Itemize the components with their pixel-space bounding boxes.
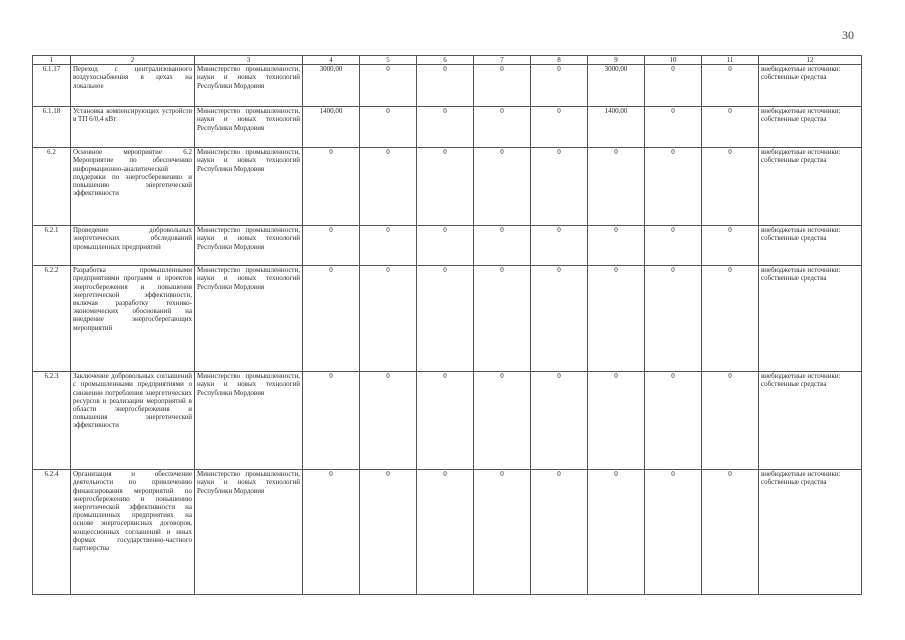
funding-value: 0: [417, 65, 474, 107]
column-number: 10: [645, 56, 702, 65]
activity-executor: Министерство промышленности, науки и новых технологий Республики Мордовия: [195, 65, 303, 107]
funding-value: 0: [360, 266, 417, 372]
funding-value: 0: [588, 266, 645, 372]
funding-value: 0: [303, 372, 360, 470]
activity-name: Переход с централизованного воздухоснабжения в цехах на локальное: [71, 65, 195, 107]
table-row: [33, 65, 862, 107]
activity-number: 6.2.1: [33, 226, 71, 266]
funding-value: 0: [645, 470, 702, 595]
funding-value: 0: [588, 470, 645, 595]
funding-source: внебюджетные источники: собственные средства: [759, 266, 862, 372]
activity-number: 6.1.17: [33, 65, 71, 107]
activity-executor: Министерство промышленности, науки и новых технологий Республики Мордовия: [195, 148, 303, 226]
funding-value: 3000,00: [588, 65, 645, 107]
funding-value: 0: [702, 65, 759, 107]
activity-executor: Министерство промышленности, науки и новых технологий Республики Мордовия: [195, 226, 303, 266]
funding-value: 0: [531, 226, 588, 266]
funding-value: 0: [474, 226, 531, 266]
table-row: [33, 148, 862, 226]
column-number: 5: [360, 56, 417, 65]
funding-value: 0: [645, 266, 702, 372]
funding-value: 0: [702, 470, 759, 595]
column-number: 6: [417, 56, 474, 65]
funding-value: 0: [588, 226, 645, 266]
funding-value: 0: [417, 107, 474, 148]
funding-value: 0: [531, 372, 588, 470]
column-number: 9: [588, 56, 645, 65]
funding-value: 0: [702, 372, 759, 470]
funding-value: 0: [645, 372, 702, 470]
funding-value: 0: [645, 148, 702, 226]
activity-number: 6.2: [33, 148, 71, 226]
funding-value: 0: [474, 266, 531, 372]
funding-value: 0: [588, 372, 645, 470]
funding-value: 0: [531, 266, 588, 372]
column-number: 4: [303, 56, 360, 65]
funding-value: 0: [474, 372, 531, 470]
funding-value: 0: [360, 148, 417, 226]
funding-value: 0: [303, 148, 360, 226]
funding-source: внебюджетные источники: собственные средства: [759, 470, 862, 595]
activity-name: Основное мероприятие 6.2 Мероприятие по обеспечению информационно-аналитической поддержки по энергосбережению и повышению энергетической эффективности: [71, 148, 195, 226]
activity-name: Разработка промышленными предприятиями программ и проектов энергосбережения и повышения энергетической эффективности, включая разработку технико-экономических обоснований на внедрение энергосберегающих мероприятий: [71, 266, 195, 372]
funding-value: 0: [360, 470, 417, 595]
funding-value: 0: [417, 266, 474, 372]
table-row: [33, 266, 862, 372]
activity-name: Установка компенсирующих устройств в ТП 6/0,4 кВт: [71, 107, 195, 148]
funding-value: 0: [531, 148, 588, 226]
funding-value: 0: [702, 266, 759, 372]
funding-source: внебюджетные источники: собственные средства: [759, 107, 862, 148]
funding-value: 0: [303, 226, 360, 266]
column-number: 1: [33, 56, 71, 65]
activity-number: 6.2.3: [33, 372, 71, 470]
activity-executor: Министерство промышленности, науки и новых технологий Республики Мордовия: [195, 107, 303, 148]
table-row: [33, 107, 862, 148]
funding-value: 1400,00: [588, 107, 645, 148]
funding-value: 0: [645, 65, 702, 107]
funding-value: 0: [702, 226, 759, 266]
funding-value: 0: [360, 107, 417, 148]
column-number: 3: [195, 56, 303, 65]
column-number: 12: [759, 56, 862, 65]
funding-value: 0: [303, 470, 360, 595]
activity-name: Проведение добровольных энергетических обследований промышленных предприятий: [71, 226, 195, 266]
funding-value: 1400,00: [303, 107, 360, 148]
column-number: 8: [531, 56, 588, 65]
activity-name: Заключение добровольных соглашений с промышленными предприятиями о снижении потребления энергетических ресурсов и реализации мероприятий в области энергосбережения и повышения энергетической эффективности: [71, 372, 195, 470]
funding-value: 0: [417, 148, 474, 226]
funding-value: 0: [360, 372, 417, 470]
funding-value: 0: [474, 148, 531, 226]
funding-value: 0: [417, 226, 474, 266]
program-activities-table: [32, 55, 862, 595]
funding-source: внебюджетные источники: собственные средства: [759, 148, 862, 226]
funding-value: 0: [474, 470, 531, 595]
table-row: [33, 372, 862, 470]
activity-number: 6.2.2: [33, 266, 71, 372]
funding-value: 0: [474, 65, 531, 107]
column-number-row: [33, 56, 862, 65]
funding-value: 0: [474, 107, 531, 148]
funding-value: 0: [417, 470, 474, 595]
column-number: 11: [702, 56, 759, 65]
funding-value: 0: [531, 107, 588, 148]
activity-number: 6.1.18: [33, 107, 71, 148]
activity-executor: Министерство промышленности, науки и новых технологий Республики Мордовия: [195, 372, 303, 470]
column-number: 2: [71, 56, 195, 65]
funding-value: 0: [360, 65, 417, 107]
activity-name: Организация и обеспечение деятельности по привлечению финансирования мероприятий по энергосбережению и повышению энергетической эффективности на промышленных предприятиях на основе энергосервисных договоров, концессионных соглашений и иных формах государственно-частного партнерства: [71, 470, 195, 595]
funding-value: 0: [645, 107, 702, 148]
funding-value: 0: [702, 148, 759, 226]
activity-executor: Министерство промышленности, науки и новых технологий Республики Мордовия: [195, 470, 303, 595]
funding-value: 0: [588, 148, 645, 226]
table-row: [33, 226, 862, 266]
funding-value: 0: [360, 226, 417, 266]
funding-source: внебюджетные источники: собственные средства: [759, 372, 862, 470]
funding-value: 0: [702, 107, 759, 148]
table-row: [33, 470, 862, 595]
funding-source: внебюджетные источники: собственные средства: [759, 226, 862, 266]
funding-value: 0: [645, 226, 702, 266]
page-number: 30: [842, 28, 854, 42]
activity-number: 6.2.4: [33, 470, 71, 595]
column-number: 7: [474, 56, 531, 65]
funding-value: 0: [531, 470, 588, 595]
funding-value: 3000,00: [303, 65, 360, 107]
funding-value: 0: [303, 266, 360, 372]
funding-value: 0: [531, 65, 588, 107]
funding-source: внебюджетные источники: собственные средства: [759, 65, 862, 107]
activity-executor: Министерство промышленности, науки и новых технологий Республики Мордовия: [195, 266, 303, 372]
funding-value: 0: [417, 372, 474, 470]
